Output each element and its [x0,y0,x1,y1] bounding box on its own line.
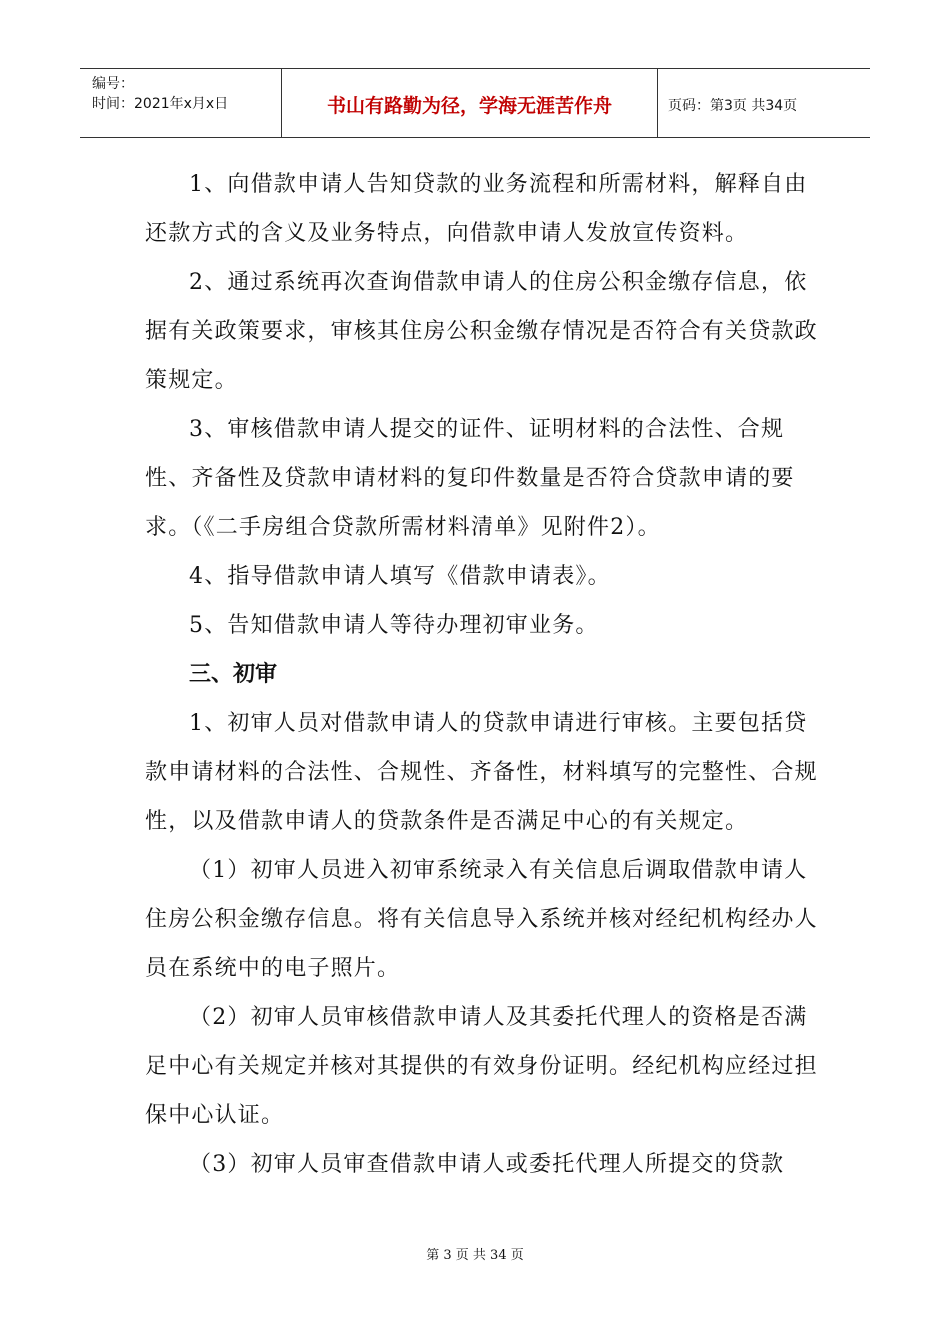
page-header [80,68,870,138]
header-page-info: 页码：第3页 共34页 [668,98,798,114]
paragraph: 5、告知借款申请人等待办理初审业务。 [189,613,599,638]
section-heading: 三、初审 [189,662,278,687]
header-motto-cell [282,69,658,137]
document-date-label: 时间：2021年x月x日 [92,96,229,112]
paragraph: 2、通过系统再次查询借款申请人的住房公积金缴存信息，依据有关政策要求，审核其住房公积金缴存情况是否符合有关贷款政策规定。 [145,270,818,393]
paragraph: （1）初审人员进入初审系统录入有关信息后调取借款申请人住房公积金缴存信息。将有关信息导入系统并核对经纪机构经办人员在系统中的电子照片。 [145,858,818,981]
paragraph: 1、初审人员对借款申请人的贷款申请进行审核。主要包括贷款申请材料的合法性、合规性、齐备性，材料填写的完整性、合规性，以及借款申请人的贷款条件是否满足中心的有关规定。 [145,711,818,834]
header-info-cell [80,69,282,137]
header-motto: 书山有路勤为径，学海无涯苦作舟 [326,95,612,117]
paragraph: （2）初审人员审核借款申请人及其委托代理人的资格是否满足中心有关规定并核对其提供的有效身份证明。经纪机构应经过担保中心认证。 [145,1005,818,1128]
paragraph: 3、审核借款申请人提交的证件、证明材料的合法性、合规性、齐备性及贷款申请材料的复印件数量是否符合贷款申请的要求。（《二手房组合贷款所需材料清单》见附件2）。 [145,417,795,540]
document-body [145,160,825,1189]
paragraph: 4、指导借款申请人填写《借款申请表》。 [189,564,611,589]
paragraph: 1、向借款申请人告知贷款的业务流程和所需材料，解释自由还款方式的含义及业务特点，向借款申请人发放宣传资料。 [145,172,808,246]
paragraph: （3）初审人员审查借款申请人或委托代理人所提交的贷款 [189,1152,785,1177]
header-page-cell [658,69,870,137]
document-code-label: 编号： [92,76,134,92]
page-footer: 第 3 页 共 34 页 [426,1248,524,1263]
